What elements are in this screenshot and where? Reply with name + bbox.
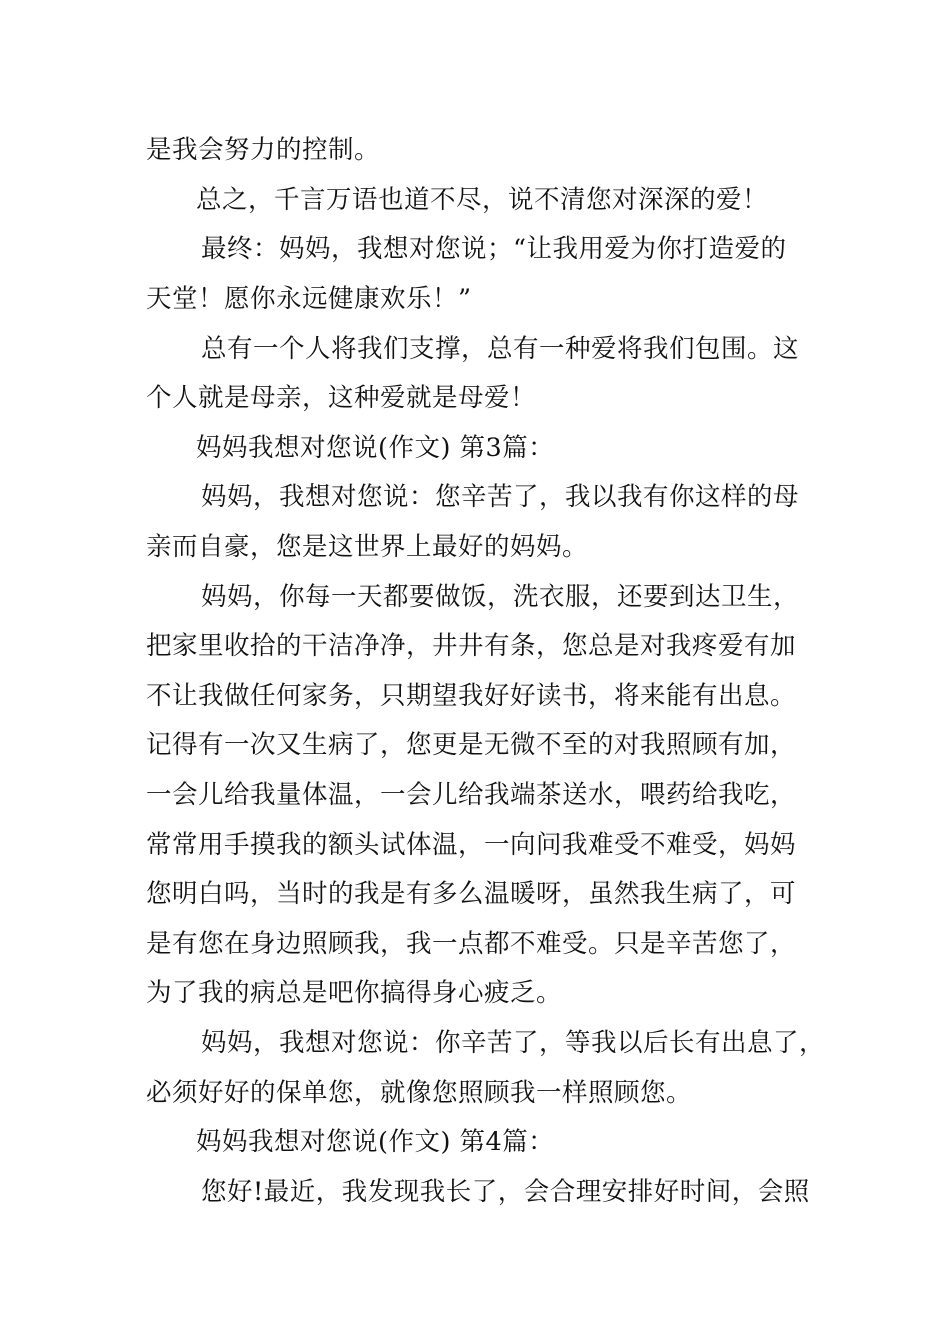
section-heading-4: 妈妈我想对您说(作文) 第4篇： (196, 1127, 555, 1157)
text-line-15: 常常用手摸我的额头试体温，一向问我难受不难受，妈妈 (146, 830, 797, 860)
text-line-12: 不让我做任何家务，只期望我好好读书，将来能有出息。 (146, 681, 797, 711)
text-line-16: 您明白吗，当时的我是有多么温暖呀，虽然我生病了，可 (146, 879, 797, 909)
section-heading-3: 妈妈我想对您说(作文) 第3篇： (196, 433, 555, 463)
text-line-9: 亲而自豪，您是这世界上最好的妈妈。 (146, 532, 589, 562)
text-line-4: 天堂！愿你永远健康欢乐！” (146, 284, 472, 314)
text-line-8: 妈妈，我想对您说：您辛苦了，我以我有你这样的母 (201, 482, 800, 512)
text-line-6: 个人就是母亲，这种爱就是母爱！ (146, 383, 537, 413)
text-line-13: 记得有一次又生病了，您更是无微不至的对我照顾有加， (146, 730, 797, 760)
text-line-2: 总之，千言万语也道不尽，说不清您对深深的爱！ (196, 185, 769, 215)
text-line-1: 是我会努力的控制。 (146, 135, 381, 165)
text-line-10: 妈妈，你每一天都要做饭，洗衣服，还要到达卫生， (201, 582, 800, 612)
text-line-5: 总有一个人将我们支撑，总有一种爱将我们包围。这 (201, 334, 800, 364)
text-line-18: 为了我的病总是吧你搞得身心疲乏。 (146, 978, 563, 1008)
text-line-22: 您好!最近，我发现我长了，会合理安排好时间，会照 (201, 1177, 810, 1207)
text-line-19: 妈妈，我想对您说：你辛苦了，等我以后长有出息了， (201, 1028, 826, 1058)
text-line-3: 最终：妈妈，我想对您说；“让我用爱为你打造爱的 (201, 234, 787, 264)
text-line-14: 一会儿给我量体温，一会儿给我端茶送水，喂药给我吃， (146, 780, 797, 810)
text-line-20: 必须好好的保单您，就像您照顾我一样照顾您。 (146, 1078, 693, 1108)
text-line-17: 是有您在身边照顾我，我一点都不难受。只是辛苦您了， (146, 929, 797, 959)
text-line-11: 把家里收拾的干洁净净，井井有条，您总是对我疼爱有加 (146, 631, 797, 661)
